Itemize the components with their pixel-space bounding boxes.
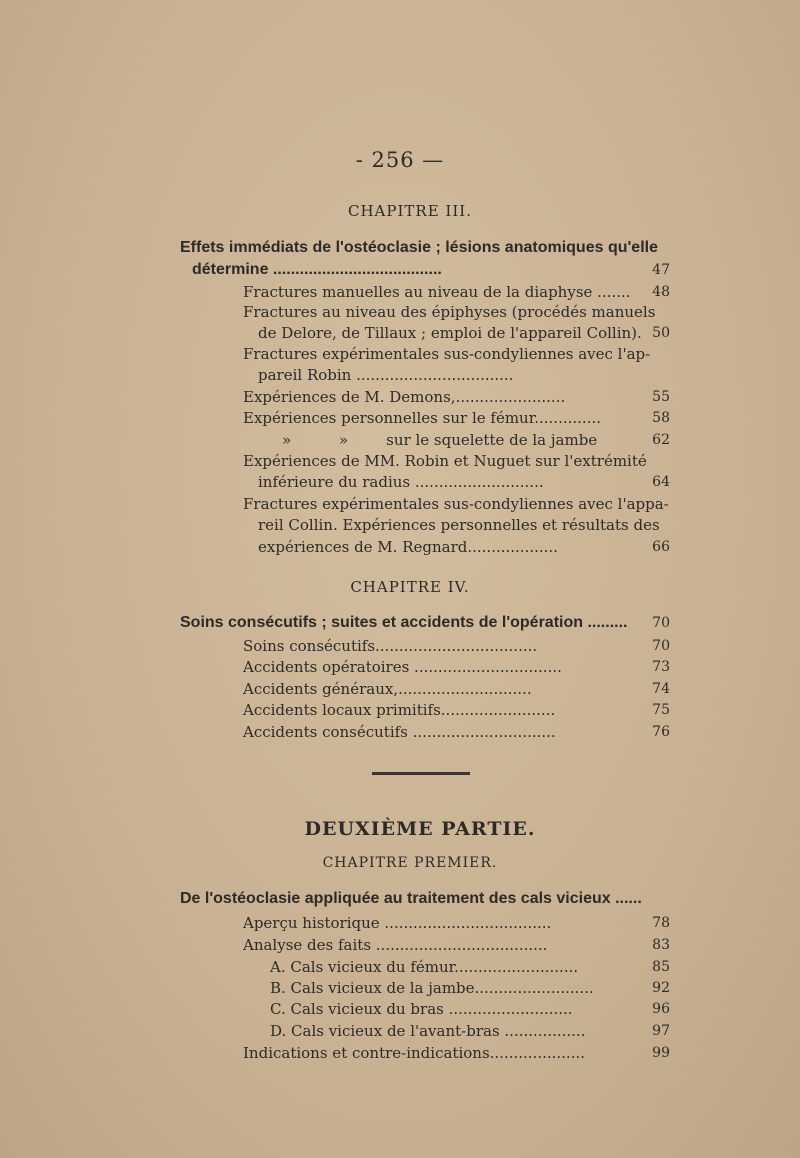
toc-entry: expériences de M. Regnard...................: [258, 538, 558, 556]
toc-entry: Accidents opératoires ...............................: [243, 658, 562, 676]
toc-page: 55: [652, 389, 670, 405]
toc-entry: Accidents locaux primitifs........................: [243, 701, 556, 719]
toc-page: 76: [652, 724, 670, 740]
toc-entry: reil Collin. Expériences personnelles et résultats des: [258, 516, 660, 534]
toc-page: 73: [652, 659, 670, 675]
toc-page: 64: [652, 474, 670, 490]
toc-entry: Soins consécutifs..................................: [243, 637, 538, 655]
part-2-title: DEUXIÈME PARTIE.: [304, 818, 536, 840]
toc-page: 92: [652, 980, 670, 996]
toc-entry: » » sur le squelette de la jambe: [282, 431, 598, 449]
toc-page: 78: [652, 915, 670, 931]
toc-entry: B. Cals vicieux de la jambe.........................: [270, 979, 594, 997]
toc-entry: Analyse des faits ....................................: [243, 936, 548, 954]
toc-page: 75: [652, 702, 670, 718]
toc-page: 74: [652, 681, 670, 697]
part-2-heading: De l'ostéoclasie appliquée au traitement des cals vicieux ......: [180, 890, 642, 907]
toc-entry: Expériences personnelles sur le fémur..............: [243, 409, 601, 427]
page-number: - 256 —: [355, 148, 445, 172]
toc-page: 85: [652, 959, 670, 975]
toc-page: 96: [652, 1001, 670, 1017]
toc-entry: A. Cals vicieux du fémur..........................: [270, 958, 579, 976]
toc-entry: Accidents consécutifs ..............................: [243, 723, 556, 741]
toc-page: 48: [652, 284, 670, 300]
toc-entry: Expériences de MM. Robin et Nuguet sur l'extrémité: [243, 452, 647, 470]
chapter-3-title: CHAPITRE III.: [348, 202, 472, 220]
chapter-4-heading: Soins consécutifs ; suites et accidents de l'opération .........: [180, 614, 628, 631]
chapter-3-heading-line-2: détermine ......................................: [192, 261, 442, 278]
toc-entry: Fractures manuelles au niveau de la diaphyse .......: [243, 283, 631, 301]
toc-entry: D. Cals vicieux de l'avant-bras .................: [270, 1022, 586, 1040]
part-2-chapter-title: CHAPITRE PREMIER.: [322, 855, 498, 871]
toc-entry: Aperçu historique ...................................: [243, 914, 552, 932]
chapter-3-heading-line-1: Effets immédiats de l'ostéoclasie ; lésions anatomiques qu'elle: [180, 239, 658, 256]
toc-entry: Indications et contre-indications....................: [243, 1044, 585, 1062]
chapter-4-heading-page: 70: [652, 615, 670, 631]
toc-entry: C. Cals vicieux du bras ..........................: [270, 1000, 573, 1018]
toc-page: 97: [652, 1023, 670, 1039]
toc-page: 62: [652, 432, 670, 448]
toc-entry: Fractures expérimentales sus-condyliennes avec l'ap-: [243, 345, 651, 363]
toc-page: 83: [652, 937, 670, 953]
toc-page: 58: [652, 410, 670, 426]
toc-entry: Fractures expérimentales sus-condyliennes avec l'appa-: [243, 495, 669, 513]
toc-entry: inférieure du radius ...........................: [258, 473, 544, 491]
separator-rule: [372, 772, 470, 775]
toc-page: 70: [652, 638, 670, 654]
toc-page: 66: [652, 539, 670, 555]
toc-entry: Expériences de M. Demons,.......................: [243, 388, 566, 406]
toc-page: 50: [652, 325, 670, 341]
chapter-4-title: CHAPITRE IV.: [350, 578, 470, 596]
toc-page: 99: [652, 1045, 670, 1061]
toc-entry: de Delore, de Tillaux ; emploi de l'appareil Collin).: [258, 324, 642, 342]
toc-entry: Fractures au niveau des épiphyses (procédés manuels: [243, 303, 656, 321]
chapter-3-heading-page: 47: [652, 262, 670, 278]
toc-entry: Accidents généraux,............................: [243, 680, 532, 698]
toc-entry: pareil Robin .................................: [258, 366, 514, 384]
